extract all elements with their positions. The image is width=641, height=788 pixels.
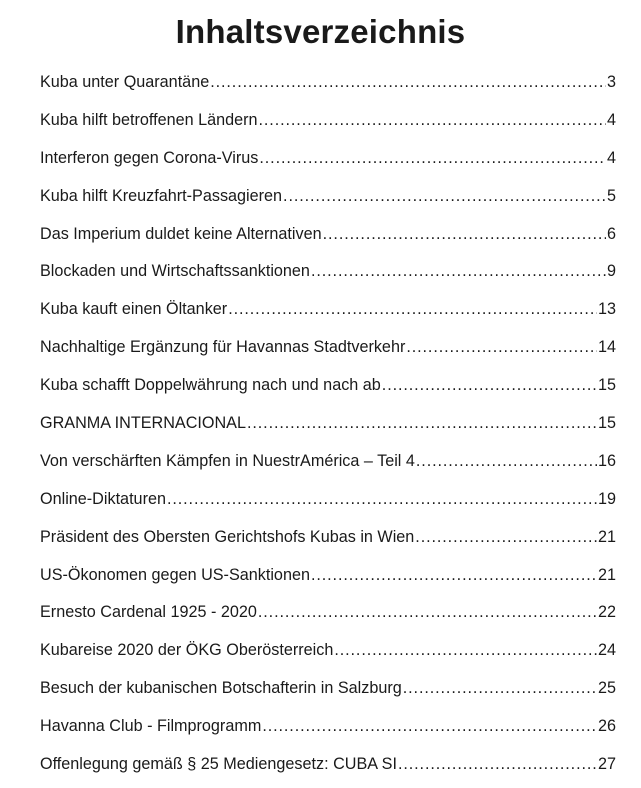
toc-dot-leader [415,523,597,551]
toc-dot-leader [416,447,597,475]
toc-entry-page-number: 6 [606,224,616,243]
toc-entry [40,144,616,182]
toc-dot-leader [167,485,597,513]
toc-entry-page-number: 15 [597,376,616,395]
toc-dot-leader [334,636,597,664]
toc-entry [40,485,616,523]
toc-entry-page-number: 13 [597,300,616,319]
toc-entry-title: Ernesto Cardenal 1925 - 2020 [40,603,257,622]
toc-dot-leader [406,333,597,361]
toc-entry [40,674,616,712]
toc-entry-title: Kubareise 2020 der ÖKG Oberösterreich [40,641,334,660]
toc-entry-page-number: 9 [606,262,616,281]
toc-entry [40,523,616,561]
toc-entry-title: Havanna Club - Filmprogramm [40,717,262,736]
toc-entry-title: Von verschärften Kämpfen in NuestrAmérica – Teil 4 [40,451,415,470]
toc-entry-page-number: 19 [597,489,616,508]
toc-dot-leader [247,409,597,437]
toc-entry-page-number: 26 [597,717,616,736]
toc-dot-leader [403,674,597,702]
toc-entry [40,68,616,106]
toc-entry-title: Nachhaltige Ergänzung für Havannas Stadtverkehr [40,338,406,357]
toc-entry-title: GRANMA INTERNACIONAL [40,414,246,433]
toc-dot-leader [323,220,606,248]
toc-entry-page-number: 3 [606,73,616,91]
page-title: Inhaltsverzeichnis [175,13,466,50]
toc-entry-title: Online-Diktaturen [40,489,166,508]
toc-dot-leader [283,182,606,210]
toc-entry-title: Kuba schafft Doppelwährung nach und nach ab [40,376,381,395]
toc-entry [40,257,616,295]
toc-entry [40,106,616,144]
toc-dot-leader [311,561,597,589]
toc-entry [40,295,616,333]
toc-dot-leader [258,598,597,626]
toc-entry-title: Blockaden und Wirtschaftssanktionen [40,262,310,281]
toc-dot-leader [228,295,597,323]
toc-entry [40,409,616,447]
toc-dot-leader [382,371,597,399]
toc-entry-page-number: 14 [597,338,616,357]
toc-entry-title: Besuch der kubanischen Botschafterin in Salzburg [40,679,402,698]
toc-entry-page-number: 16 [597,451,616,470]
toc-entry-title: Kuba kauft einen Öltanker [40,300,228,319]
toc-entry [40,750,616,788]
toc-entry-title: Kuba unter Quarantäne [40,73,210,91]
toc-entry [40,712,616,750]
toc-entry [40,636,616,674]
toc-entry-title: Interferon gegen Corona-Virus [40,148,259,167]
toc-dot-leader [262,712,597,740]
toc-entry [40,182,616,220]
toc-entry-page-number: 21 [597,565,616,584]
toc-entry-page-number: 15 [597,414,616,433]
toc-entry-page-number: 21 [597,527,616,546]
toc-entry-title: US-Ökonomen gegen US-Sanktionen [40,565,310,584]
toc-entry-page-number: 25 [597,679,616,698]
toc-entry-page-number: 5 [606,186,616,205]
toc-entry [40,371,616,409]
toc-entry-page-number: 4 [606,110,616,129]
table-of-contents [40,68,616,788]
toc-entry-page-number: 4 [606,148,616,167]
toc-entry [40,220,616,258]
toc-dot-leader [259,106,606,134]
toc-dot-leader [398,750,597,778]
toc-entry-title: Präsident des Obersten Gerichtshofs Kubas in Wien [40,527,415,546]
toc-entry-title: Kuba hilft Kreuzfahrt-Passagieren [40,186,283,205]
toc-entry [40,598,616,636]
toc-dot-leader [259,144,606,172]
toc-entry [40,561,616,599]
toc-entry-page-number: 27 [597,755,616,774]
toc-entry-title: Das Imperium duldet keine Alternativen [40,224,322,243]
toc-entry-title: Offenlegung gemäß § 25 Mediengesetz: CUBA SI [40,755,397,774]
toc-entry [40,333,616,371]
toc-dot-leader [210,68,606,96]
toc-entry-page-number: 22 [597,603,616,622]
toc-entry-page-number: 24 [597,641,616,660]
toc-entry-title: Kuba hilft betroffenen Ländern [40,110,258,129]
toc-dot-leader [311,257,606,285]
toc-entry [40,447,616,485]
